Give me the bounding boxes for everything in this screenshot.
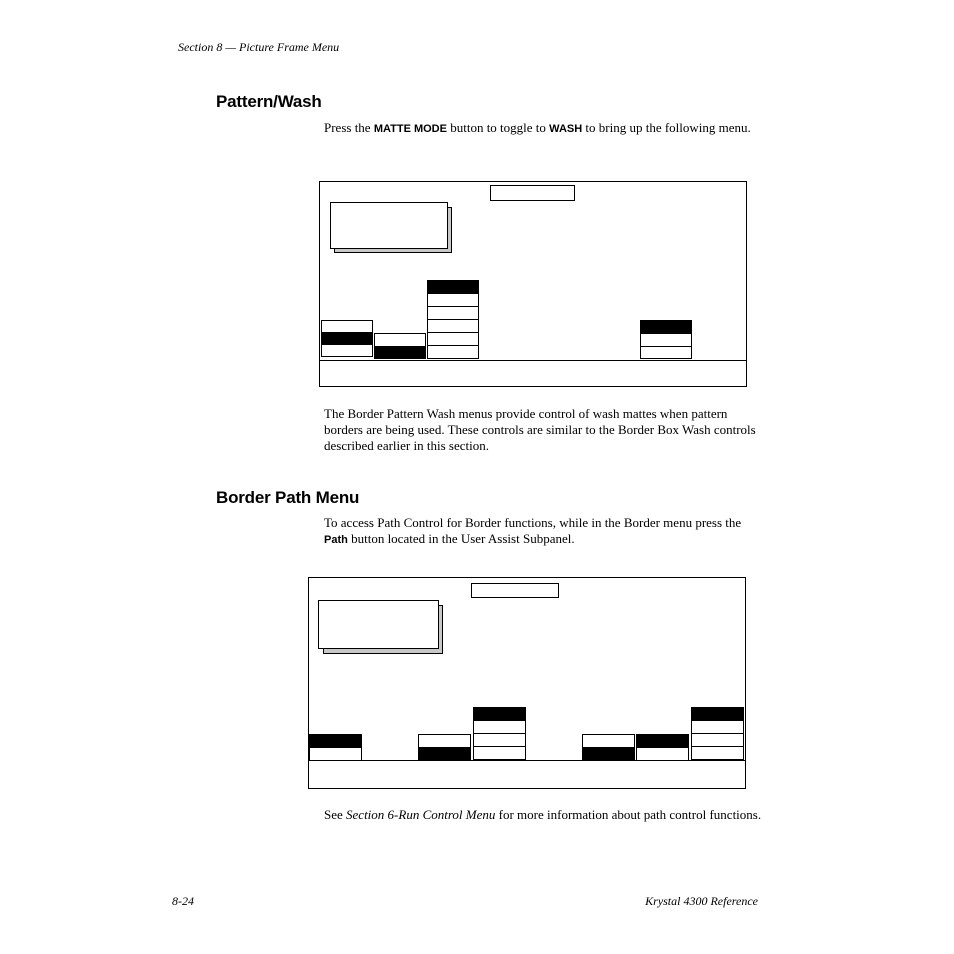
see-text: for more information about path control functions. xyxy=(495,807,762,822)
section-title-pattern-wash: Pattern/Wash xyxy=(216,92,322,111)
softkey-column-4 xyxy=(582,734,635,761)
intro-text: button located in the User Assist Subpanel. xyxy=(347,531,575,546)
running-header: Section 8 — Picture Frame Menu xyxy=(178,40,340,54)
intro-text: to bring up the following menu. xyxy=(582,120,751,135)
section-reference: Section 6-Run Control Menu xyxy=(346,807,496,822)
softkey-column-1 xyxy=(321,320,373,357)
status-bar xyxy=(320,360,746,386)
pattern-wash-intro xyxy=(324,120,754,137)
info-panel xyxy=(330,202,448,249)
softkey-column-3 xyxy=(427,280,479,359)
see-text: See xyxy=(324,807,347,822)
menu-title-box xyxy=(471,583,559,598)
wash-button-ref: WASH xyxy=(549,123,583,135)
info-panel xyxy=(318,600,439,649)
softkey-column-1 xyxy=(309,734,362,761)
book-title: Krystal 4300 Reference xyxy=(645,894,758,908)
menu-title-box xyxy=(490,185,575,201)
path-button-ref: Path xyxy=(324,534,348,546)
page-number: 8-24 xyxy=(172,894,194,908)
intro-text: button to toggle to xyxy=(446,120,550,135)
pattern-wash-description: The Border Pattern Wash menus provide control of wash mattes when pattern borders are being used. These controls are similar to the Border Box Wash controls described earlier in this section. xyxy=(324,406,756,453)
softkey-column-2 xyxy=(418,734,471,761)
section-title-border-path: Border Path Menu xyxy=(216,488,360,507)
softkey-column-2 xyxy=(374,333,426,359)
border-path-intro xyxy=(324,515,764,548)
border-path-menu-diagram xyxy=(308,577,746,789)
softkey-column-6 xyxy=(691,707,744,760)
softkey-column-4 xyxy=(640,320,692,359)
intro-text: To access Path Control for Border functions, while in the Border menu press the xyxy=(324,515,742,530)
pattern-wash-menu-diagram xyxy=(319,181,747,387)
intro-text: Press the xyxy=(324,120,374,135)
matte-mode-button-ref: MATTE MODE xyxy=(373,123,447,135)
status-bar xyxy=(309,760,745,788)
softkey-column-3 xyxy=(473,707,526,760)
softkey-column-5 xyxy=(636,734,689,761)
see-also-paragraph xyxy=(324,807,764,823)
